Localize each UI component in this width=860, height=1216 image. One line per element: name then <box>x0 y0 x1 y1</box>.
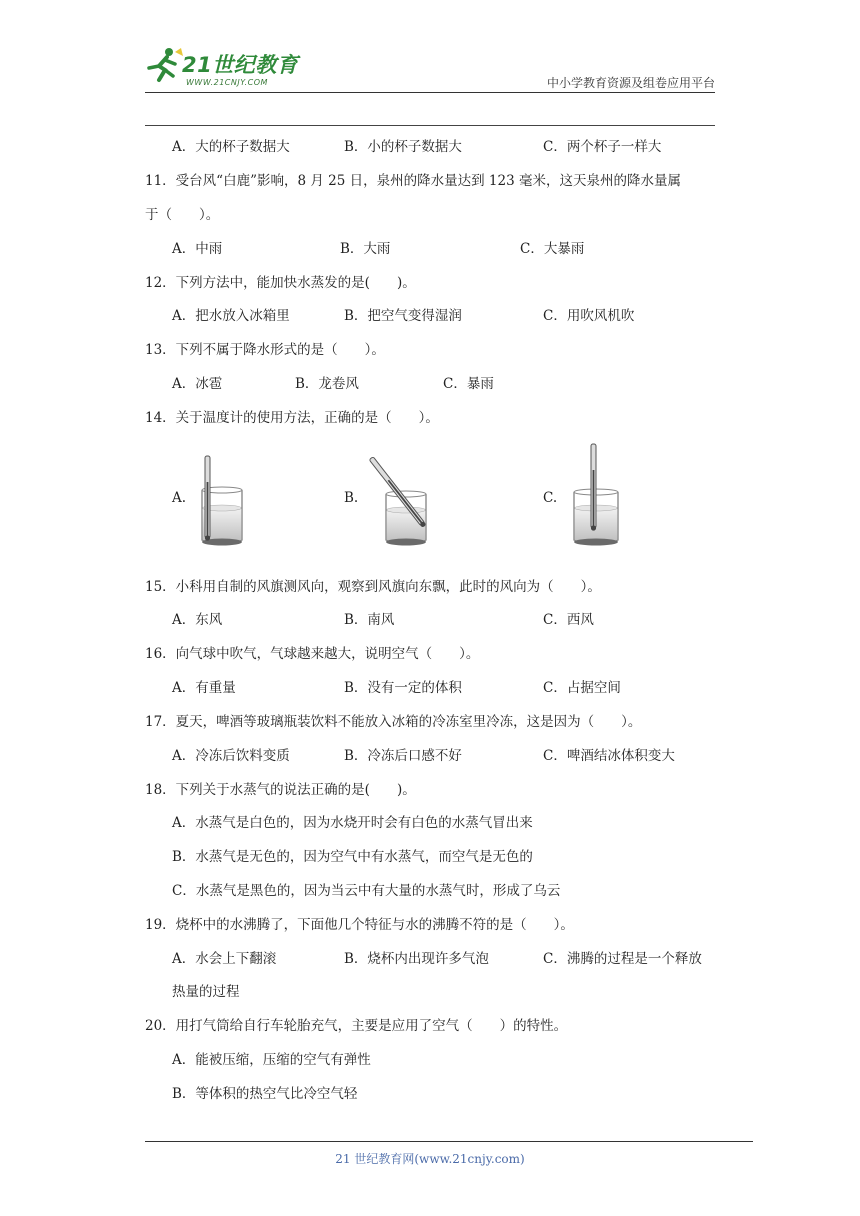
q19-option-c-continued: 热量的过程 <box>172 984 240 1000</box>
q17-option-a: A．冷冻后饮料变质 <box>172 748 290 764</box>
logo-text: 21世纪教育 <box>182 53 299 77</box>
q14-option-c-label: C. <box>543 490 558 506</box>
beaker-thermometer-a-icon <box>192 452 252 548</box>
q16-option-c: C．占据空间 <box>543 680 621 696</box>
q17-stem: 17．夏天，啤酒等玻璃瓶装饮料不能放入冰箱的冷冻室里冷冻，这是因为（ ）。 <box>145 714 642 730</box>
q12-stem: 12．下列方法中，能加快水蒸发的是( )。 <box>145 275 416 291</box>
q12-option-a: A．把水放入冰箱里 <box>172 308 290 324</box>
q12-option-b: B．把空气变得湿润 <box>344 308 462 324</box>
header-rule <box>145 125 715 126</box>
q18-stem: 18．下列关于水蒸气的说法正确的是( )。 <box>145 782 416 798</box>
q11-stem-line1: 11．受台风“白鹿”影响，8 月 25 日，泉州的降水量达到 123 毫米，这天泉州的降水量属 <box>145 173 681 189</box>
q15-option-b: B．南风 <box>344 612 395 628</box>
logo-url: WWW.21CNJY.COM <box>186 78 268 87</box>
platform-title: 中小学教育资源及组卷应用平台 <box>546 76 715 90</box>
q17-option-c: C．啤酒结冰体积变大 <box>543 748 675 764</box>
logo <box>145 44 315 90</box>
q16-option-a: A．有重量 <box>172 680 236 696</box>
q18-option-c: C．水蒸气是黑色的，因为当云中有大量的水蒸气时，形成了乌云 <box>172 883 561 899</box>
footer-divider <box>145 1141 753 1142</box>
header-divider <box>145 92 715 93</box>
q11-option-a: A．中雨 <box>172 241 223 257</box>
q19-stem: 19．烧杯中的水沸腾了，下面他几个特征与水的沸腾不符的是（ ）。 <box>145 917 574 933</box>
q11-option-b: B．大雨 <box>340 241 391 257</box>
q19-option-a: A．水会上下翻滚 <box>172 951 277 967</box>
q20-option-a: A．能被压缩，压缩的空气有弹性 <box>172 1052 371 1068</box>
q11-stem-line2: 于（ ）。 <box>145 207 220 223</box>
q11-option-c: C．大暴雨 <box>520 241 585 257</box>
q14-option-a-label: A. <box>172 490 187 506</box>
q18-option-b: B．水蒸气是无色的，因为空气中有水蒸气，而空气是无色的 <box>172 849 533 865</box>
beaker-thermometer-c-icon <box>566 440 626 548</box>
q17-option-b: B．冷冻后口感不好 <box>344 748 462 764</box>
q15-option-c: C．西风 <box>543 612 594 628</box>
q12-option-c: C．用吹风机吹 <box>543 308 635 324</box>
q16-option-b: B．没有一定的体积 <box>344 680 462 696</box>
q18-option-a: A．水蒸气是白色的，因为水烧开时会有白色的水蒸气冒出来 <box>172 815 533 831</box>
runner-logo-icon <box>145 46 185 86</box>
q15-option-a: A．东风 <box>172 612 223 628</box>
q10-option-a: A．大的杯子数据大 <box>172 139 290 155</box>
page-header <box>145 44 715 126</box>
beaker-thermometer-b-icon <box>366 452 446 548</box>
q13-option-b: B．龙卷风 <box>295 376 359 392</box>
q19-option-c: C．沸腾的过程是一个释放 <box>543 951 702 967</box>
q20-stem: 20．用打气筒给自行车轮胎充气，主要是应用了空气（ ）的特性。 <box>145 1018 568 1034</box>
q13-option-c: C．暴雨 <box>443 376 494 392</box>
q13-stem: 13．下列不属于降水形式的是（ ）。 <box>145 342 385 358</box>
q10-option-b: B．小的杯子数据大 <box>344 139 462 155</box>
q10-option-c: C．两个杯子一样大 <box>543 139 662 155</box>
q15-stem: 15．小科用自制的风旗测风向，观察到风旗向东飘，此时的风向为（ ）。 <box>145 579 601 595</box>
q14-option-b-label: B. <box>344 490 359 506</box>
q16-stem: 16．向气球中吹气，气球越来越大，说明空气（ ）。 <box>145 646 480 662</box>
q20-option-b: B．等体积的热空气比冷空气轻 <box>172 1086 358 1102</box>
q14-stem: 14．关于温度计的使用方法，正确的是（ ）。 <box>145 410 439 426</box>
footer-text: 21 世纪教育网(www.21cnjy.com) <box>335 1152 525 1166</box>
q13-option-a: A．冰雹 <box>172 376 223 392</box>
q19-option-b: B．烧杯内出现许多气泡 <box>344 951 489 967</box>
